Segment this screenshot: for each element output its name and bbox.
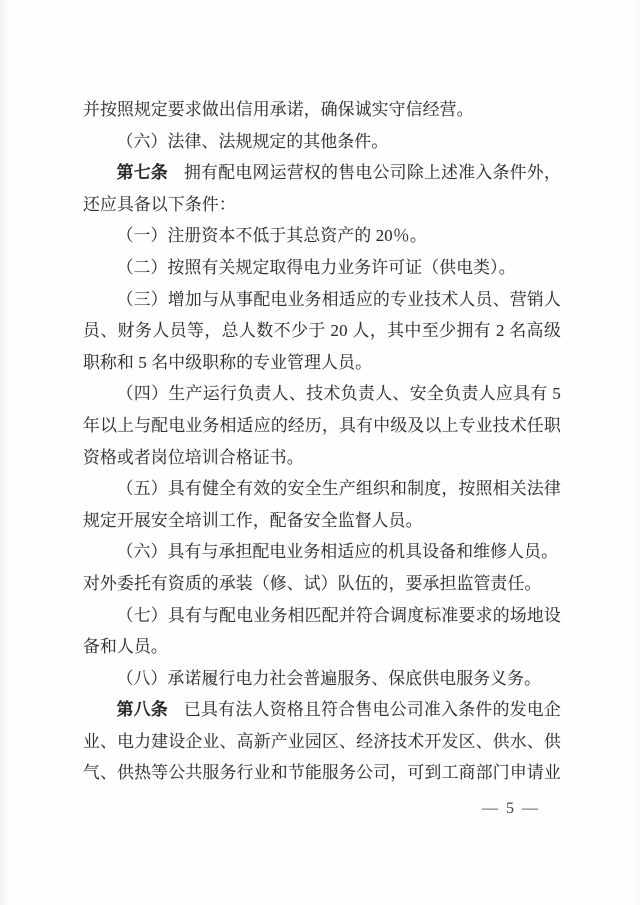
text-line: （七）具有与配电业务相匹配并符合调度标准要求的场地设 [116,605,561,625]
page-number: — 5 — [482,800,540,817]
document-body [83,94,561,789]
text-line: （二）按照有关规定取得电力业务许可证（供电类）。 [116,257,516,277]
text-line: （五）具有健全有效的安全生产组织和制度，按照相关法律 [116,479,561,499]
article-text: 已具有法人资格且符合售电公司准入条件的发电企 [183,700,561,720]
text-line: （四）生产运行负责人、技术负责人、安全负责人应具有 5 [116,384,561,404]
text-line: 员、财务人员等，总人数不少于 20 人，其中至少拥有 2 名高级 [83,321,561,341]
article-number-7: 第七条 [116,163,169,183]
text-line: 气、供热等公共服务行业和节能服务公司，可到工商部门申请业 [83,763,561,783]
text-line: 业、电力建设企业、高新产业园区、经济技术开发区、供水、供 [83,731,561,751]
text-line: 并按照规定要求做出信用承诺，确保诚实守信经营。 [83,100,474,119]
text-line [83,694,561,726]
text-line: 职称和 5 名中级职称的专业管理人员。 [83,352,373,372]
text-line: （六）法律、法规规定的其他条件。 [116,131,389,151]
text-line: （六）具有与承担配电业务相适应的机具设备和维修人员。 [116,542,559,562]
text-line: 对外委托有资质的承装（修、试）队伍的，要承担监管责任。 [83,573,542,593]
text-line: 备和人员。 [83,637,168,657]
text-line: 资格或者岗位培训合格证书。 [83,447,304,467]
text-line: 年以上与配电业务相适应的经历，具有中级及以上专业技术任职 [83,415,561,435]
text-line [83,157,561,189]
article-number-8: 第八条 [116,700,169,720]
text-line: 还应具备以下条件： [83,194,236,214]
text-line: 规定开展安全培训工作，配备安全监督人员。 [83,510,423,530]
text-line: （八）承诺履行电力社会普遍服务、保底供电服务义务。 [116,668,542,688]
text-line: （一）注册资本不低于其总资产的 20％。 [116,226,427,246]
text-line: （三）增加与从事配电业务相适应的专业技术人员、营销人 [116,289,561,309]
article-text: 拥有配电网运营权的售电公司除上述准入条件外， [183,163,561,183]
